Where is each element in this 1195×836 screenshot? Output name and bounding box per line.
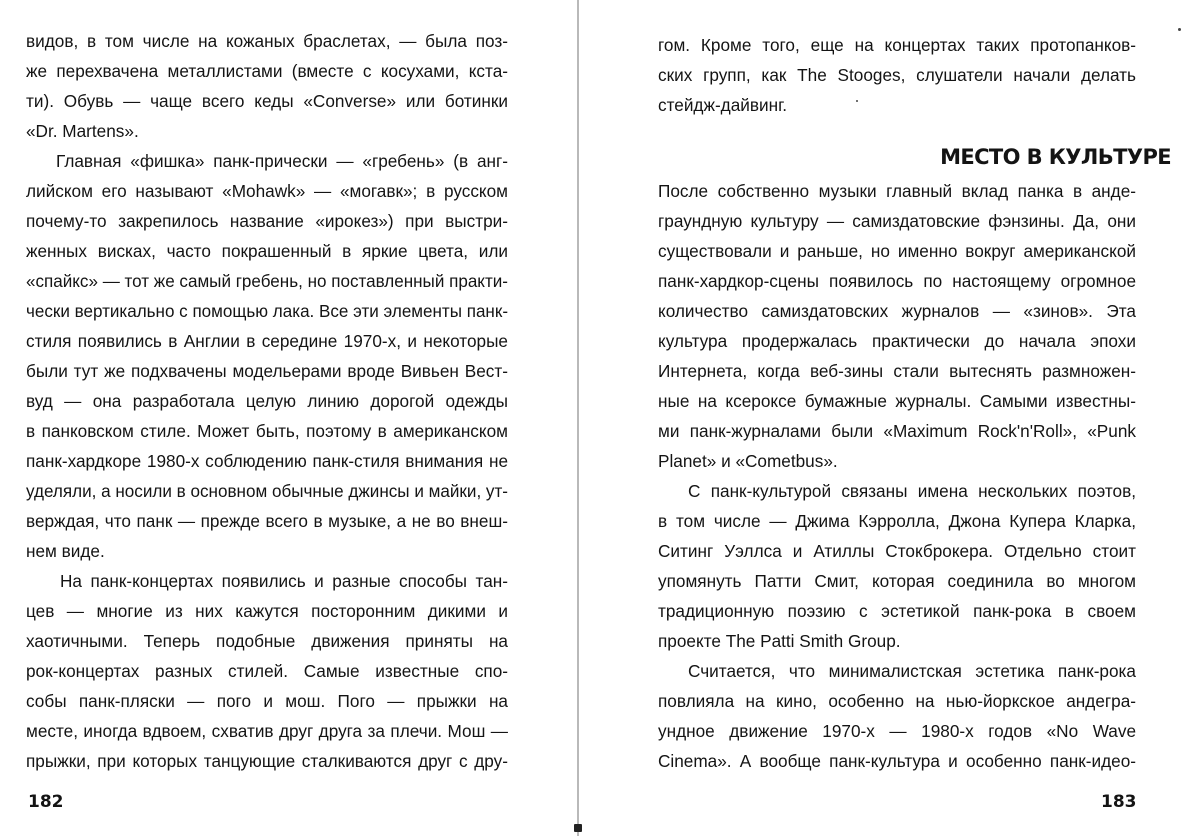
text-line: вуд — она разработала целую линию дорогой одежды (26, 391, 508, 411)
text-line: культура продержалась практически до начала эпохи (658, 331, 1136, 351)
text-line: Cinema». А вообще панк-культура и особенно панк-идео- (658, 751, 1136, 771)
paragraph-first-line: Главная «фишка» панк-прически — «гребень» (в анг- (56, 151, 508, 171)
text-line: «спайкс» — тот же самый гребень, но поставленный практи- (26, 271, 508, 291)
paragraph-first-line: На панк-концертах появились и разные способы тан- (60, 571, 508, 591)
text-line: Planet» и «Cometbus». (658, 451, 838, 471)
text-line: упомянуть Патти Смит, которая соединила во многом (658, 571, 1136, 591)
text-line: месте, иногда вдвоем, схватив друг друга за плечи. Мош — (26, 721, 508, 741)
page-number: 182 (28, 792, 64, 812)
text-line: ми панк-журналами были «Maximum Rock'n'Roll», «Punk (658, 421, 1136, 441)
text-line: ундное движение 1970-х — 1980-х годов «No Wave (658, 721, 1136, 741)
text-line: нем виде. (26, 541, 105, 561)
text-line: женных висках, часто покрашенный в яркие цвета, или (26, 241, 508, 261)
text-line: панк-хардкоре 1980-х соблюдению панк-стиля внимания не (26, 451, 508, 471)
book-gutter (577, 0, 579, 836)
text-line: «Dr. Martens». (26, 121, 139, 141)
paragraph-first-line: С панк-культурой связаны имена нескольких поэтов, (688, 481, 1136, 501)
text-line: Ситинг Уэллса и Атиллы Стокброкера. Отдельно стоит (658, 541, 1136, 561)
text-line: традиционную поэзию с эстетикой панк-рока в своем (658, 601, 1136, 621)
text-line: верждая, что панк — прежде всего в музыке, а не во внеш- (26, 511, 508, 531)
text-line: видов, в том числе на кожаных браслетах, — была поз- (26, 31, 508, 51)
text-line: хаотичными. Теперь подобные движения приняты на (26, 631, 508, 651)
text-line: в том числе — Джима Кэрролла, Джона Купера Кларка, (658, 511, 1136, 531)
text-line: граундную культуру — самиздатовские фэнзины. Да, они (658, 211, 1136, 231)
text-line: прыжки, при которых танцующие сталкиваются друг с дру- (26, 751, 508, 771)
text-line: ских групп, как The Stooges, слушатели начали делать (658, 65, 1136, 85)
section-heading: МЕСТО В КУЛЬТУРЕ (940, 145, 1171, 169)
gutter-mark (574, 824, 582, 832)
text-line: гом. Кроме того, еще на концертах таких протопанков- (658, 35, 1136, 55)
text-line: почему-то закрепилось название «ирокез») при выстри- (26, 211, 508, 231)
text-line: рок-концертах разных стилей. Самые известные спо- (26, 661, 508, 681)
text-line: чески вертикально с помощью лака. Все эти элементы панк- (26, 301, 508, 321)
text-line: были тут же подхвачены модельерами вроде Вивьен Вест- (26, 361, 508, 381)
text-line: в панковском стиле. Может быть, поэтому в американском (26, 421, 508, 441)
text-line: Интернета, когда веб-зины стали вытеснять размножен- (658, 361, 1136, 381)
left-page (0, 0, 575, 836)
text-line: лийском его называют «Mohawk» — «могавк»; в русском (26, 181, 508, 201)
text-line: ти). Обувь — чаще всего кеды «Converse» или ботинки (26, 91, 508, 111)
text-line: цев — многие из них кажутся посторонним дикими и (26, 601, 508, 621)
text-line: стейдж-дайвинг. (658, 95, 788, 115)
right-page (582, 0, 1195, 836)
text-line: После собственно музыки главный вклад панка в анде- (658, 181, 1136, 201)
text-line: повлияла на кино, особенно на нью-йоркское андегра- (658, 691, 1136, 711)
page-number: 183 (1101, 792, 1137, 812)
text-line: ные на ксероксе бумажные журналы. Самыми известны- (658, 391, 1136, 411)
text-line: уделяли, а носили в основном обычные джинсы и майки, ут- (26, 481, 508, 501)
text-line: панк-хардкор-сцены появилось по настоящему огромное (658, 271, 1136, 291)
text-line: собы панк-пляски — пого и мош. Пого — прыжки на (26, 691, 508, 711)
text-line: количество самиздатовских журналов — «зинов». Эта (658, 301, 1136, 321)
text-line: проекте The Patti Smith Group. (658, 631, 901, 651)
text-line: стиля появились в Англии в середине 1970-х, и некоторые (26, 331, 508, 351)
paragraph-first-line: Считается, что минималистская эстетика панк-рока (688, 661, 1136, 681)
text-line: же перехвачена металлистами (вместе с косухами, кста- (26, 61, 508, 81)
text-line: существовали и раньше, но именно вокруг американской (658, 241, 1136, 261)
